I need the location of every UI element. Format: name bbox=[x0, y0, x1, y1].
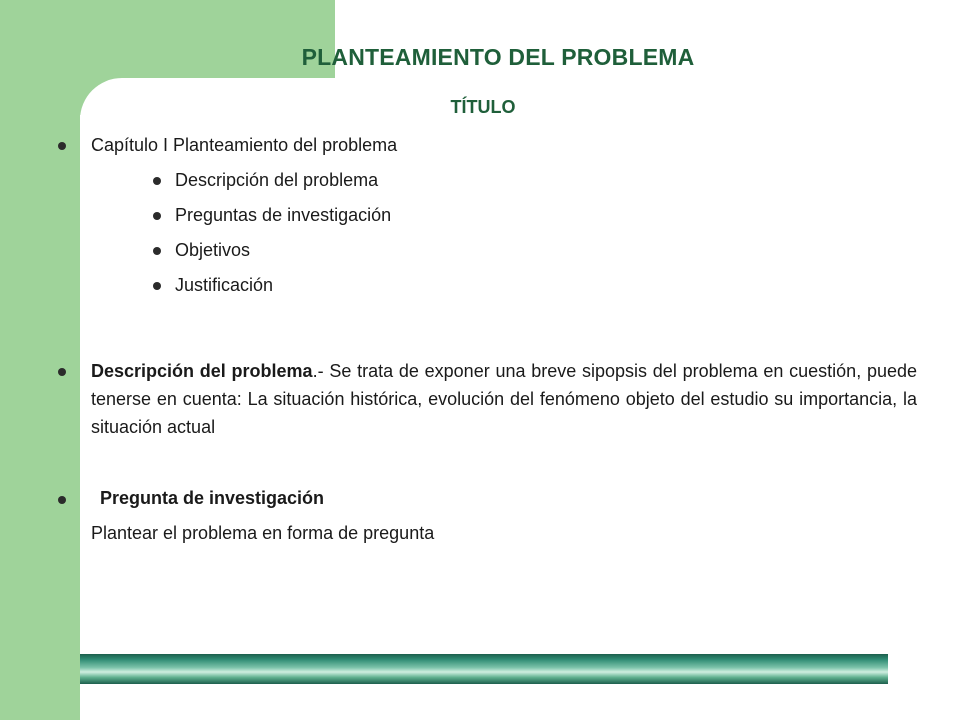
bottom-decorative-bar bbox=[80, 654, 888, 684]
slide-title: PLANTEAMIENTO DEL PROBLEMA bbox=[301, 44, 695, 70]
bullet-icon bbox=[58, 496, 66, 504]
sub-item-preguntas: Preguntas de investigación bbox=[175, 205, 392, 225]
question-label: Pregunta de investigación bbox=[100, 488, 325, 508]
description-label: Descripción del problema bbox=[91, 361, 313, 381]
bullet-icon bbox=[58, 368, 66, 376]
bullet-icon bbox=[153, 177, 161, 185]
description-text: .- Se trata de exponer una breve sipopsis del problema en cuestión, puede tenerse en cuenta: La situación histórica, evolución del fenómeno objeto del estudio su importancia, la situación actual bbox=[91, 361, 917, 437]
sub-item-objetivos: Objetivos bbox=[175, 240, 251, 260]
bullet-icon bbox=[153, 212, 161, 220]
chapter-item: Capítulo I Planteamiento del problema bbox=[91, 135, 398, 155]
sub-item-justificacion: Justificación bbox=[175, 275, 274, 295]
question-text: Plantear el problema en forma de pregunta bbox=[91, 523, 435, 543]
description-paragraph bbox=[91, 357, 917, 441]
bullet-icon bbox=[153, 247, 161, 255]
bullet-icon bbox=[153, 282, 161, 290]
sub-item-descripcion: Descripción del problema bbox=[175, 170, 379, 190]
slide-subtitle: TÍTULO bbox=[450, 97, 516, 117]
bullet-icon bbox=[58, 142, 66, 150]
